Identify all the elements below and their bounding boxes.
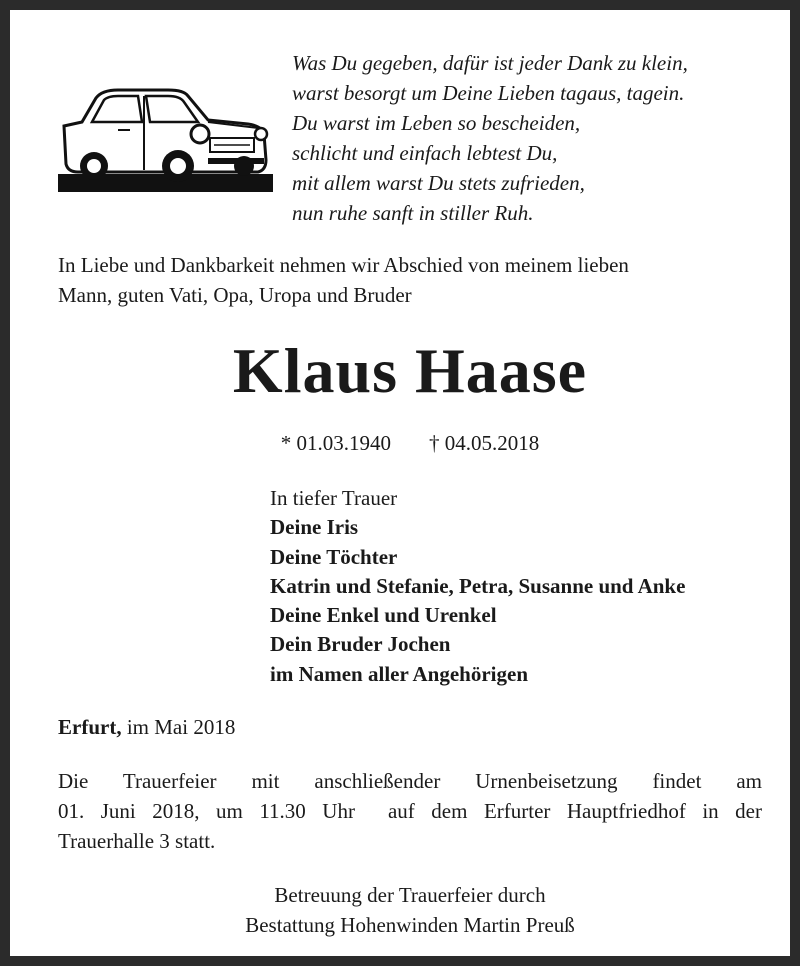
birth-date: * 01.03.1940 (280, 431, 391, 455)
funeral-line: Die Trauerfeier mit anschließender Urnenbeisetzung findet am (58, 769, 762, 793)
mourner-name: Deine Töchter (270, 544, 398, 569)
intro-text (58, 250, 758, 310)
poem-line: Was Du gegeben, dafür ist jeder Dank zu klein, (292, 51, 688, 75)
mourner-name: Deine Enkel und Urenkel (270, 603, 497, 628)
mourner-name: im Namen aller Angehörigen (270, 661, 529, 686)
life-dates (10, 428, 800, 458)
mourner-name: Dein Bruder Jochen (270, 632, 451, 657)
place-month: im Mai 2018 (121, 715, 236, 739)
funeral-line: Trauerhalle 3 statt. (58, 829, 216, 853)
place-date (58, 712, 235, 742)
mourner-name: Katrin und Stefanie, Petra, Susanne und Anke (270, 573, 686, 598)
mourners-heading: In tiefer Trauer (270, 486, 398, 510)
intro-line: In Liebe und Dankbarkeit nehmen wir Abschied von meinem lieben (58, 253, 629, 277)
death-date: † 04.05.2018 (429, 431, 540, 455)
place-city: Erfurt, (58, 715, 122, 739)
poem-line: Du warst im Leben so bescheiden, (292, 111, 581, 135)
footer-line: Bestattung Hohenwinden Martin Preuß (245, 913, 575, 937)
poem-line: schlicht und einfach lebtest Du, (292, 141, 558, 165)
funeral-line: 01. Juni 2018, um 11.30 Uhr auf dem Erfurter Hauptfriedhof in der (58, 799, 762, 823)
funeral-home-credit (10, 880, 800, 940)
mourners-block (270, 484, 790, 689)
funeral-info (58, 766, 762, 856)
car-illustration (58, 82, 273, 192)
poem-line: mit allem warst Du stets zufrieden, (292, 171, 585, 195)
poem (292, 48, 792, 228)
poem-line: nun ruhe sanft in stiller Ruh. (292, 201, 534, 225)
mourner-name: Deine Iris (270, 515, 359, 540)
footer-line: Betreuung der Trauerfeier durch (274, 883, 546, 907)
deceased-name: Klaus Haase (232, 335, 588, 406)
intro-line: Mann, guten Vati, Opa, Uropa und Bruder (58, 283, 412, 307)
poem-line: warst besorgt um Deine Lieben tagaus, tagein. (292, 81, 685, 105)
